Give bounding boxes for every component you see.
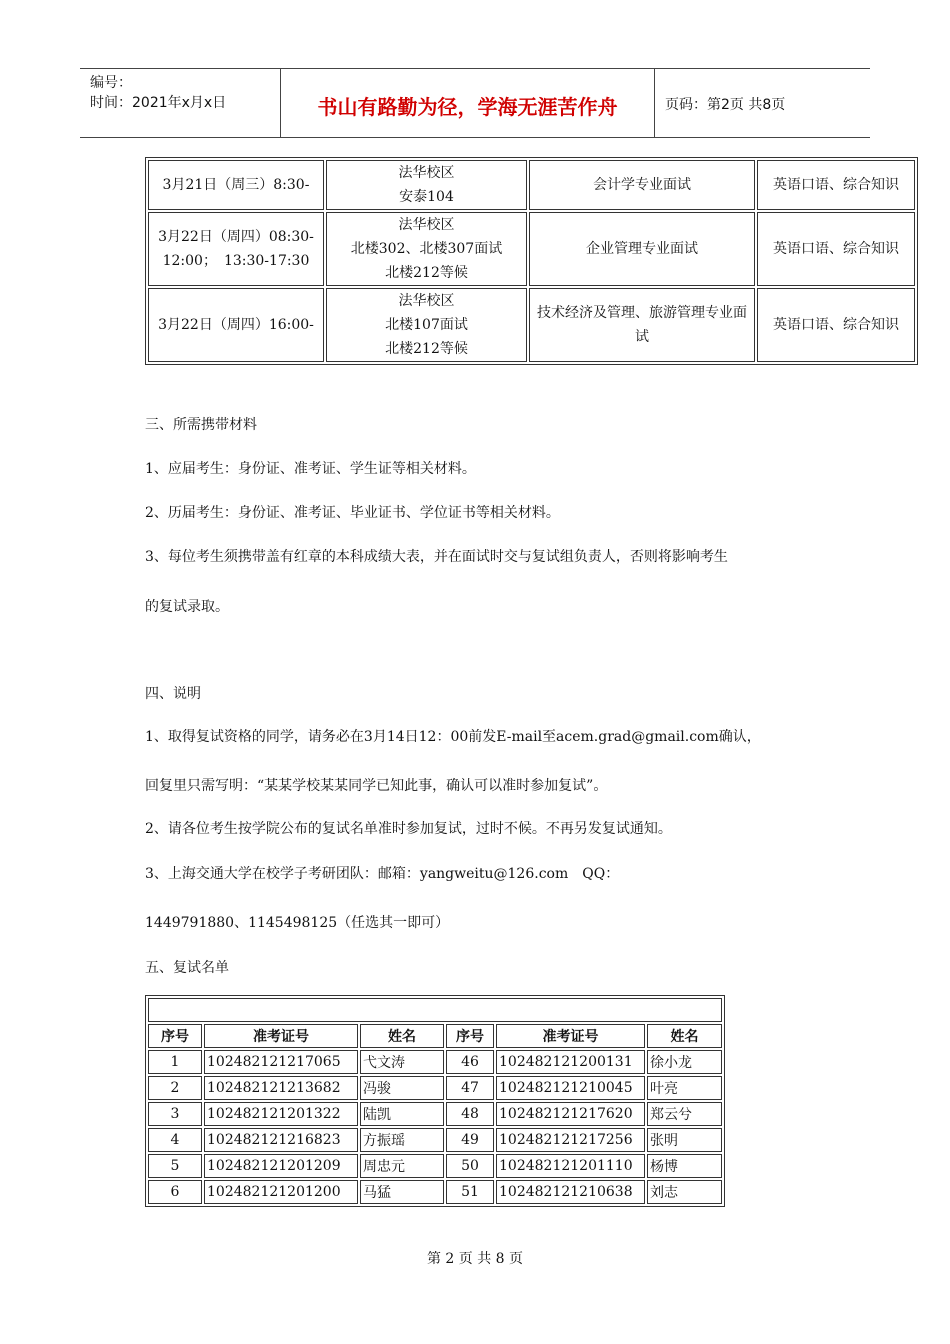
exam-id-cell: 102482121217620 — [496, 1102, 645, 1126]
name-cell: 方振瑶 — [360, 1128, 444, 1152]
schedule-content: 企业管理专业面试 — [529, 212, 755, 286]
schedule-time: 3月22日（周四）16:00- — [148, 288, 324, 362]
materials-item: 2、历届考生：身份证、准考证、毕业证书、学位证书等相关材料。 — [145, 505, 560, 521]
materials-heading: 三、所需携带材料 — [145, 417, 257, 433]
column-header: 姓名 — [647, 1024, 722, 1048]
name-cell: 徐小龙 — [647, 1050, 722, 1074]
seq-cell: 49 — [446, 1128, 494, 1152]
schedule-place-line: 安泰104 — [399, 189, 454, 205]
name-cell: 叶亮 — [647, 1076, 722, 1100]
schedule-row — [148, 288, 915, 362]
schedule-place-line: 北楼212等候 — [385, 265, 468, 281]
table-row — [148, 1128, 722, 1152]
name-cell: 刘志 — [647, 1180, 722, 1204]
schedule-place-line: 法华校区 — [398, 217, 455, 233]
schedule-content: 会计学专业面试 — [529, 160, 755, 210]
header-meta — [90, 73, 226, 113]
notes-heading: 四、说明 — [145, 686, 201, 702]
seq-cell: 46 — [446, 1050, 494, 1074]
exam-id-cell: 102482121201322 — [204, 1102, 358, 1126]
table-row — [148, 1180, 722, 1204]
seq-cell: 4 — [148, 1128, 202, 1152]
exam-id-cell: 102482121210638 — [496, 1180, 645, 1204]
column-header: 序号 — [148, 1024, 202, 1048]
exam-id-cell: 102482121210045 — [496, 1076, 645, 1100]
name-cell: 杨博 — [647, 1154, 722, 1178]
exam-id-cell: 102482121213682 — [204, 1076, 358, 1100]
seq-cell: 48 — [446, 1102, 494, 1126]
page-header — [80, 68, 870, 138]
seq-cell: 50 — [446, 1154, 494, 1178]
table-row — [148, 1076, 722, 1100]
page-footer: 第 2 页 共 8 页 — [426, 1251, 524, 1267]
schedule-time: 3月22日（周四）08:30-12:00； 13:30-17:30 — [148, 212, 324, 286]
name-cell: 周忠元 — [360, 1154, 444, 1178]
schedule-place-line: 北楼212等候 — [385, 341, 468, 357]
schedule-place — [326, 212, 527, 286]
notes-item: 回复里只需写明：“某某学校某某同学已知此事，确认可以准时参加复试”。 — [145, 778, 608, 794]
schedule-row — [148, 160, 915, 210]
column-header: 序号 — [446, 1024, 494, 1048]
exam-id-cell: 102482121201200 — [204, 1180, 358, 1204]
column-header: 准考证号 — [204, 1024, 358, 1048]
header-page-info: 页码：第2页 共8页 — [665, 97, 786, 113]
seq-cell: 6 — [148, 1180, 202, 1204]
materials-item: 1、应届考生：身份证、准考证、学生证等相关材料。 — [145, 461, 476, 477]
exam-id-cell: 102482121201209 — [204, 1154, 358, 1178]
roster-table — [145, 995, 725, 1207]
seq-cell: 51 — [446, 1180, 494, 1204]
name-cell: 陆凯 — [360, 1102, 444, 1126]
column-header: 准考证号 — [496, 1024, 645, 1048]
schedule-row — [148, 212, 915, 286]
seq-cell: 3 — [148, 1102, 202, 1126]
schedule-place-line: 法华校区 — [398, 293, 455, 309]
schedule-place-line: 北楼302、北楼307面试 — [350, 241, 503, 257]
schedule-place — [326, 160, 527, 210]
exam-id-cell: 102482121200131 — [496, 1050, 645, 1074]
seq-cell: 47 — [446, 1076, 494, 1100]
seq-cell: 1 — [148, 1050, 202, 1074]
column-header: 姓名 — [360, 1024, 444, 1048]
schedule-place — [326, 288, 527, 362]
header-motto: 书山有路勤为径，学海无涯苦作舟 — [317, 95, 618, 119]
materials-item: 3、每位考生须携带盖有红章的本科成绩大表，并在面试时交与复试组负责人，否则将影响考生 — [145, 549, 728, 565]
schedule-time: 3月21日（周三）8:30- — [148, 160, 324, 210]
seq-cell: 2 — [148, 1076, 202, 1100]
table-row — [148, 1154, 722, 1178]
exam-id-cell: 102482121217065 — [204, 1050, 358, 1074]
schedule-subjects: 英语口语、综合知识 — [757, 160, 915, 210]
notes-item: 2、请各位考生按学院公布的复试名单准时参加复试，过时不候。不再另发复试通知。 — [145, 821, 672, 837]
schedule-subjects: 英语口语、综合知识 — [757, 288, 915, 362]
seq-cell: 5 — [148, 1154, 202, 1178]
roster-header-row — [148, 1024, 722, 1048]
header-time-label: 时间：2021年x月x日 — [90, 95, 227, 111]
notes-item: 1449791880、1145498125（任选其一即可） — [145, 915, 450, 931]
table-row — [148, 1050, 722, 1074]
name-cell: 张明 — [647, 1128, 722, 1152]
materials-item: 的复试录取。 — [145, 599, 229, 615]
name-cell: 冯骏 — [360, 1076, 444, 1100]
roster-title-row — [148, 998, 722, 1022]
name-cell: 马猛 — [360, 1180, 444, 1204]
table-row — [148, 1102, 722, 1126]
schedule-place-line: 法华校区 — [398, 165, 455, 181]
name-cell: 郑云兮 — [647, 1102, 722, 1126]
header-divider — [654, 69, 655, 137]
schedule-place-line: 北楼107面试 — [385, 317, 468, 333]
schedule-table — [145, 157, 918, 365]
name-cell: 弋文涛 — [360, 1050, 444, 1074]
schedule-subjects: 英语口语、综合知识 — [757, 212, 915, 286]
notes-item: 3、上海交通大学在校学子考研团队：邮箱：yangweitu@126.com QQ： — [145, 866, 620, 882]
exam-id-cell: 102482121201110 — [496, 1154, 645, 1178]
exam-id-cell: 102482121217256 — [496, 1128, 645, 1152]
notes-item: 1、取得复试资格的同学，请务必在3月14日12：00前发E-mail至acem.grad@gmail.com确认， — [145, 729, 761, 745]
exam-id-cell: 102482121216823 — [204, 1128, 358, 1152]
header-number-label: 编号： — [90, 75, 132, 91]
schedule-content: 技术经济及管理、旅游管理专业面试 — [529, 288, 755, 362]
roster-heading: 五、复试名单 — [145, 960, 229, 976]
